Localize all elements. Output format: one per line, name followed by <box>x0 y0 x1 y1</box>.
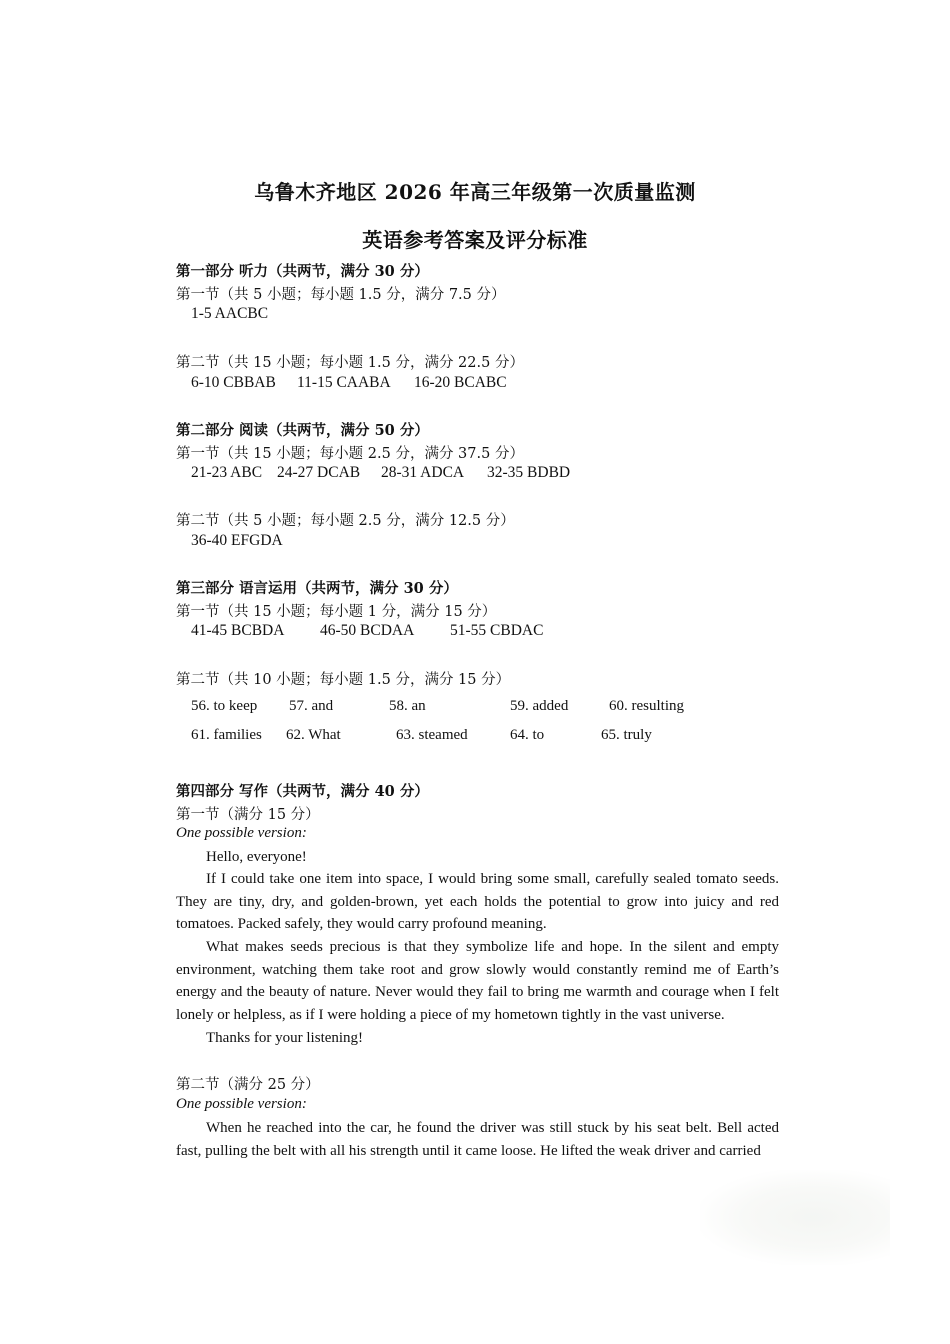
answer-cell: 64. to <box>510 727 545 743</box>
part4-heading: 第四部分 写作（共两节，满分 40 分） <box>176 783 429 800</box>
part2-sec2-label: 第二节（共 5 小题；每小题 2.5 分，满分 12.5 分） <box>176 513 515 529</box>
answer-cell: 62. What <box>286 727 341 743</box>
answer-cell: 60. resulting <box>609 698 684 714</box>
page-subtitle: 英语参考答案及评分标准 <box>362 228 588 252</box>
page-title: 乌鲁木齐地区 2026 年高三年级第一次质量监测 <box>254 180 696 204</box>
answer-cell: 63. steamed <box>396 727 468 743</box>
part3-sec1-label: 第一节（共 15 小题；每小题 1 分，满分 15 分） <box>176 604 497 620</box>
answer-group: 11-15 CAABA <box>297 374 391 391</box>
essay-paragraph-1 <box>176 868 779 936</box>
answer-group: 6-10 CBBAB <box>191 374 276 391</box>
part1-heading: 第一部分 听力（共两节，满分 30 分） <box>176 263 429 280</box>
answer-group: 24-27 DCAB <box>277 464 361 481</box>
essay-closing-text: Thanks for your listening! <box>206 1030 364 1046</box>
part2-sec1-label: 第一节（共 15 小题；每小题 2.5 分，满分 37.5 分） <box>176 446 524 462</box>
answer-cell: 56. to keep <box>191 698 258 714</box>
essay-greeting-text: Hello, everyone! <box>206 849 307 865</box>
answer-group: 36-40 EFGDA <box>191 532 283 549</box>
essay-paragraph-2 <box>176 936 779 1026</box>
answer-cell: 57. and <box>289 698 334 714</box>
answer-group: 1-5 AACBC <box>191 305 269 322</box>
answer-group: 21-23 ABC <box>191 464 263 481</box>
part1-sec2-label: 第二节（共 15 小题；每小题 1.5 分，满分 22.5 分） <box>176 355 524 371</box>
part3-sec2-label: 第二节（共 10 小题；每小题 1.5 分，满分 15 分） <box>176 672 511 688</box>
essay-paragraph-1-text: If I could take one item into space, I would bring some small, carefully sealed tomato seeds. They are tiny, dry, and golden-brown, yet each holds the potential to grow into juicy and red tomatoes. Packed safely, they would carry profound meaning. <box>176 871 779 933</box>
scan-smudge <box>700 1170 890 1265</box>
part1-sec1-label: 第一节（共 5 小题；每小题 1.5 分，满分 7.5 分） <box>176 287 506 303</box>
sample-version-label: One possible version: <box>176 825 307 841</box>
sample-version-label: One possible version: <box>176 1096 307 1112</box>
answer-group: 28-31 ADCA <box>381 464 465 481</box>
essay-greeting <box>176 846 779 869</box>
part3-heading: 第三部分 语言运用（共两节，满分 30 分） <box>176 580 458 597</box>
part4-sec2-label: 第二节（满分 25 分） <box>176 1077 320 1093</box>
answer-group: 41-45 BCBDA <box>191 622 285 639</box>
essay-paragraph-2-text: What makes seeds precious is that they symbolize life and hope. In the silent and empty environment, watching them take root and grow slowly would constantly remind me of Earth’s energy and the beauty of nature. Never would they fail to bring me warmth and courage when I felt lonely or helpless, as if I were holding a piece of my hometown tightly in the vast universe. <box>176 939 779 1023</box>
answer-cell: 65. truly <box>601 727 652 743</box>
answer-cell: 61. families <box>191 727 262 743</box>
answer-cell: 59. added <box>510 698 569 714</box>
answer-group: 32-35 BDBD <box>487 464 571 481</box>
answer-cell: 58. an <box>389 698 426 714</box>
answer-group: 16-20 BCABC <box>414 374 507 391</box>
answer-group: 51-55 CBDAC <box>450 622 544 639</box>
continuation-paragraph-text: When he reached into the car, he found the driver was still stuck by his seat belt. Bell acted fast, pulling the belt with all his strength until it came loose. He lifted the weak driver and carried <box>176 1120 779 1159</box>
continuation-paragraph <box>176 1117 779 1162</box>
part4-sec1-label: 第一节（满分 15 分） <box>176 807 320 823</box>
part2-heading: 第二部分 阅读（共两节，满分 50 分） <box>176 422 429 439</box>
essay-closing <box>176 1027 779 1050</box>
answer-group: 46-50 BCDAA <box>320 622 415 639</box>
